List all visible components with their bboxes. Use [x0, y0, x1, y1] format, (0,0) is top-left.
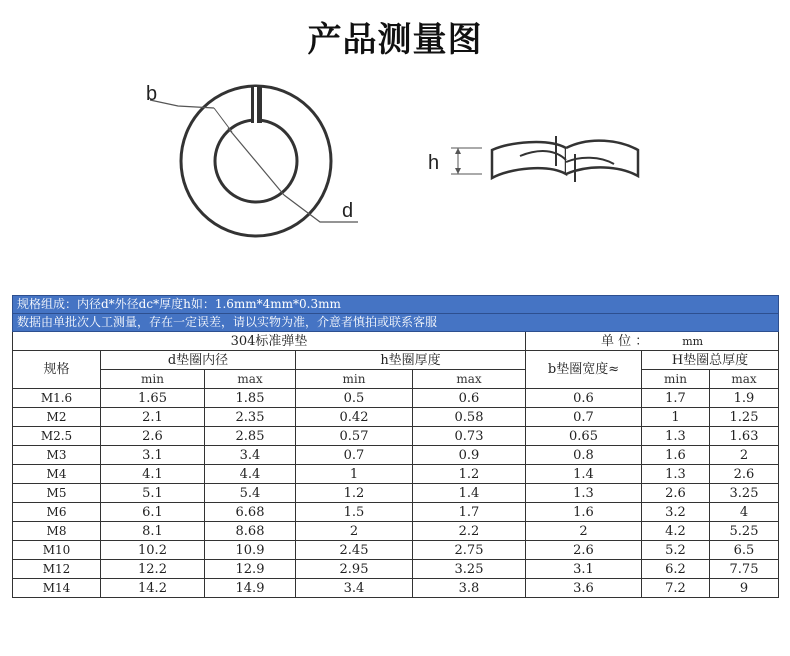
value-cell: 1.2 — [296, 484, 413, 503]
value-cell: 1.63 — [710, 427, 779, 446]
label-d: d — [342, 200, 354, 222]
value-cell: 5.2 — [642, 541, 710, 560]
value-cell: 3.25 — [710, 484, 779, 503]
note-row — [13, 314, 779, 332]
washer-side-view — [428, 136, 638, 182]
value-cell: 9 — [710, 579, 779, 598]
value-cell: 1.4 — [526, 465, 642, 484]
value-cell: 14.9 — [205, 579, 296, 598]
spec-cell: M12 — [13, 560, 101, 579]
note-measurement-disclaimer: 数据由单批次人工测量，存在一定误差，请以实物为准，介意者慎拍或联系客服 — [13, 314, 779, 332]
spec-cell: M3 — [13, 446, 101, 465]
value-cell: 3.2 — [642, 503, 710, 522]
value-cell: 4.1 — [101, 465, 205, 484]
value-cell: 2.45 — [296, 541, 413, 560]
value-cell: 2 — [296, 522, 413, 541]
value-cell: 10.9 — [205, 541, 296, 560]
value-cell: 6.5 — [710, 541, 779, 560]
value-cell: 1.25 — [710, 408, 779, 427]
value-cell: 8.1 — [101, 522, 205, 541]
value-cell: 0.58 — [413, 408, 526, 427]
value-cell: 0.9 — [413, 446, 526, 465]
value-cell: 0.42 — [296, 408, 413, 427]
value-cell: 1.2 — [413, 465, 526, 484]
table-row — [13, 541, 779, 560]
value-cell: 1.9 — [710, 389, 779, 408]
value-cell: 0.65 — [526, 427, 642, 446]
col-d-header: d垫圈内径 — [101, 351, 296, 370]
table-row — [13, 465, 779, 484]
value-cell: 7.75 — [710, 560, 779, 579]
value-cell: 3.4 — [205, 446, 296, 465]
value-cell: 2.35 — [205, 408, 296, 427]
value-cell: 1.7 — [642, 389, 710, 408]
value-cell: 0.6 — [526, 389, 642, 408]
value-cell: 0.73 — [413, 427, 526, 446]
spec-cell: M6 — [13, 503, 101, 522]
value-cell: 2.85 — [205, 427, 296, 446]
value-cell: 3.1 — [101, 446, 205, 465]
value-cell: 6.2 — [642, 560, 710, 579]
sub-min: min — [642, 370, 710, 389]
product-row — [13, 332, 779, 351]
subheader-row — [13, 370, 779, 389]
value-cell: 5.1 — [101, 484, 205, 503]
value-cell: 2.6 — [642, 484, 710, 503]
sub-max: max — [413, 370, 526, 389]
value-cell: 1.3 — [642, 465, 710, 484]
value-cell: 0.8 — [526, 446, 642, 465]
value-cell: 1.4 — [413, 484, 526, 503]
note-row — [13, 296, 779, 314]
value-cell: 12.2 — [101, 560, 205, 579]
spec-cell: M14 — [13, 579, 101, 598]
value-cell: 1.3 — [526, 484, 642, 503]
table-row — [13, 408, 779, 427]
spec-cell: M4 — [13, 465, 101, 484]
value-cell: 7.2 — [642, 579, 710, 598]
value-cell: 2.1 — [101, 408, 205, 427]
value-cell: 1.5 — [296, 503, 413, 522]
col-h-header: h垫圈厚度 — [296, 351, 526, 370]
value-cell: 1.7 — [413, 503, 526, 522]
col-b-header: b垫圈宽度≈ — [526, 351, 642, 389]
table-row — [13, 560, 779, 579]
value-cell: 2 — [526, 522, 642, 541]
unit-value: mm — [682, 334, 704, 348]
sub-max: max — [205, 370, 296, 389]
value-cell: 0.6 — [413, 389, 526, 408]
value-cell: 2.6 — [101, 427, 205, 446]
value-cell: 8.68 — [205, 522, 296, 541]
value-cell: 2.95 — [296, 560, 413, 579]
value-cell: 4.2 — [642, 522, 710, 541]
note-spec-format: 规格组成：内径d*外径dc*厚度h如：1.6mm*4mm*0.3mm — [13, 296, 779, 314]
spec-cell: M8 — [13, 522, 101, 541]
value-cell: 12.9 — [205, 560, 296, 579]
value-cell: 10.2 — [101, 541, 205, 560]
washer-diagram — [0, 70, 790, 270]
value-cell: 5.4 — [205, 484, 296, 503]
spec-table — [12, 295, 779, 598]
table-row — [13, 389, 779, 408]
value-cell: 1.3 — [642, 427, 710, 446]
value-cell: 0.5 — [296, 389, 413, 408]
label-h: h — [428, 152, 440, 174]
value-cell: 1.6 — [526, 503, 642, 522]
value-cell: 3.25 — [413, 560, 526, 579]
value-cell: 2.6 — [526, 541, 642, 560]
sub-min: min — [101, 370, 205, 389]
data-rows — [13, 389, 779, 598]
value-cell: 6.1 — [101, 503, 205, 522]
value-cell: 2.75 — [413, 541, 526, 560]
page-title: 产品测量图 — [307, 20, 483, 60]
value-cell: 1.85 — [205, 389, 296, 408]
value-cell: 3.8 — [413, 579, 526, 598]
value-cell: 1 — [296, 465, 413, 484]
col-spec-header: 规格 — [13, 351, 101, 389]
value-cell: 3.1 — [526, 560, 642, 579]
table-row — [13, 446, 779, 465]
unit-cell — [526, 332, 779, 351]
unit-label: 单 位 ： — [600, 333, 649, 349]
spec-cell: M1.6 — [13, 389, 101, 408]
value-cell: 4.4 — [205, 465, 296, 484]
product-label: 304标准弹垫 — [13, 332, 526, 351]
value-cell: 1.6 — [642, 446, 710, 465]
value-cell: 0.57 — [296, 427, 413, 446]
spec-cell: M2 — [13, 408, 101, 427]
value-cell: 5.25 — [710, 522, 779, 541]
spec-cell: M10 — [13, 541, 101, 560]
spec-cell: M2.5 — [13, 427, 101, 446]
header-row — [13, 351, 779, 370]
value-cell: 1 — [642, 408, 710, 427]
value-cell: 4 — [710, 503, 779, 522]
col-H-header: H垫圈总厚度 — [642, 351, 779, 370]
value-cell: 6.68 — [205, 503, 296, 522]
table-row — [13, 503, 779, 522]
washer-front-view — [146, 83, 358, 236]
value-cell: 2.2 — [413, 522, 526, 541]
sub-max: max — [710, 370, 779, 389]
value-cell: 3.4 — [296, 579, 413, 598]
value-cell: 14.2 — [101, 579, 205, 598]
table-row — [13, 484, 779, 503]
spec-cell: M5 — [13, 484, 101, 503]
value-cell: 3.6 — [526, 579, 642, 598]
value-cell: 2 — [710, 446, 779, 465]
value-cell: 2.6 — [710, 465, 779, 484]
value-cell: 0.7 — [296, 446, 413, 465]
value-cell: 0.7 — [526, 408, 642, 427]
value-cell: 1.65 — [101, 389, 205, 408]
sub-min: min — [296, 370, 413, 389]
table-row — [13, 427, 779, 446]
label-b: b — [146, 83, 158, 105]
table-row — [13, 579, 779, 598]
table-row — [13, 522, 779, 541]
